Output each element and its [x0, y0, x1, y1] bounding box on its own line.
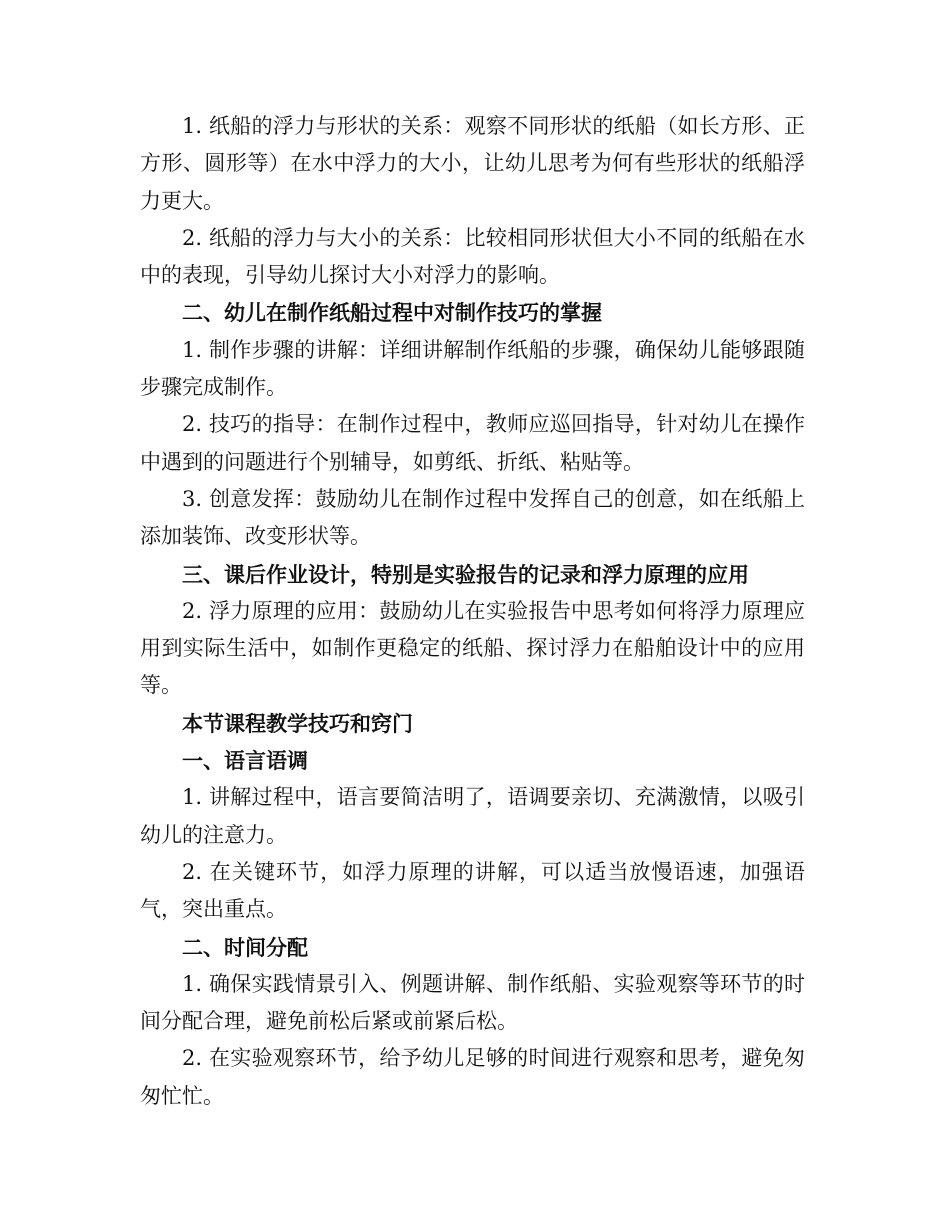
paragraph-creativity: 3. 创意发挥：鼓励幼儿在制作过程中发挥自己的创意，如在纸船上添加装饰、改变形状等。: [140, 486, 805, 549]
section-heading-homework: 三、课后作业设计，特别是实验报告的记录和浮力原理的应用: [182, 561, 749, 587]
paragraph-shape-buoyancy: 1. 纸船的浮力与形状的关系：观察不同形状的纸船（如长方形、正方形、圆形等）在水中浮力的大小，让幼儿思考为何有些形状的纸船浮力更大。: [140, 114, 805, 213]
section-heading-teaching-tips: 本节课程教学技巧和窍门: [182, 710, 413, 736]
section-heading-time-allocation: 二、时间分配: [182, 934, 308, 960]
paragraph-language-concise: 1. 讲解过程中，语言要简洁明了，语调要亲切、充满激情，以吸引幼儿的注意力。: [140, 785, 805, 847]
paragraph-skill-guidance: 2. 技巧的指导：在制作过程中，教师应巡回指导，针对幼儿在操作中遇到的问题进行个别辅导，如剪纸、折纸、粘贴等。: [140, 412, 805, 474]
paragraph-size-buoyancy: 2. 纸船的浮力与大小的关系：比较相同形状但大小不同的纸船在水中的表现，引导幼儿探讨大小对浮力的影响。: [140, 225, 805, 288]
section-heading-language-tone: 一、语言语调: [182, 748, 308, 774]
paragraph-steps-explanation: 1. 制作步骤的讲解：详细讲解制作纸船的步骤，确保幼儿能够跟随步骤完成制作。: [140, 337, 805, 400]
document-page: [140, 108, 805, 1115]
paragraph-time-reasonable: 1. 确保实践情景引入、例题讲解、制作纸船、实验观察等环节的时间分配合理，避免前松后紧或前紧后松。: [140, 971, 805, 1034]
section-heading-making-skills: 二、幼儿在制作纸船过程中对制作技巧的掌握: [182, 300, 602, 326]
paragraph-buoyancy-application: 2. 浮力原理的应用：鼓励幼儿在实验报告中思考如何将浮力原理应用到实际生活中，如制作更稳定的纸船、探讨浮力在船舶设计中的应用等。: [140, 598, 805, 698]
paragraph-key-moments: 2. 在关键环节，如浮力原理的讲解，可以适当放慢语速，加强语气，突出重点。: [140, 859, 805, 922]
paragraph-observation-time: 2. 在实验观察环节，给予幼儿足够的时间进行观察和思考，避免匆匆忙忙。: [140, 1046, 805, 1108]
